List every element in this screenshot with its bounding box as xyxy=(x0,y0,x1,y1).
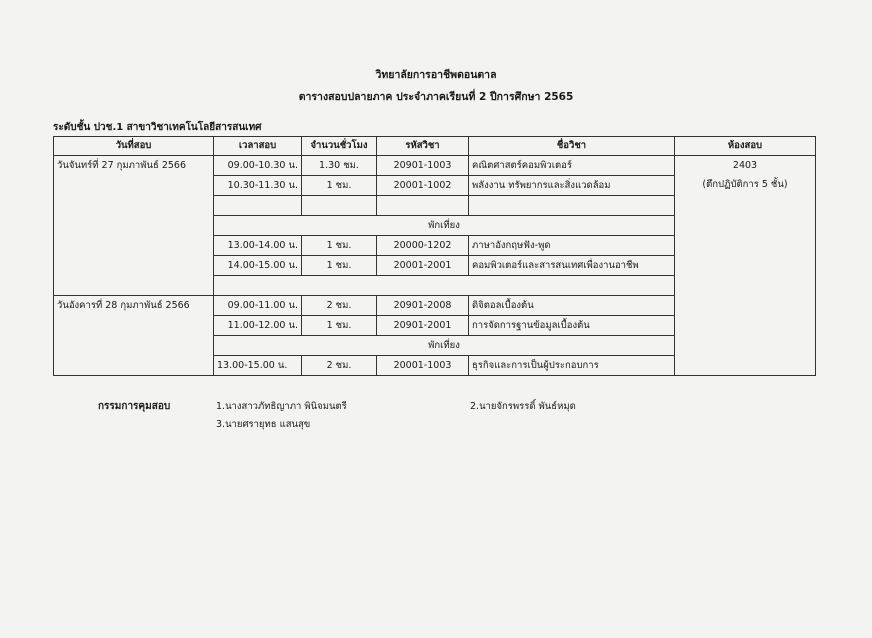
subject-code: 20001-1003 xyxy=(377,356,469,376)
committee-member: 2.นายจักรพรรดิ์ พันธ์หมุด xyxy=(470,401,576,412)
subject-code: 20001-2001 xyxy=(377,256,469,276)
exam-date: วันอังคารที่ 28 กุมภาพันธ์ 2566 xyxy=(54,296,214,376)
exam-hours: 2 ชม. xyxy=(302,296,377,316)
subject-code: 20901-1003 xyxy=(377,156,469,176)
exam-hours: 1 ชม. xyxy=(302,316,377,336)
table-row xyxy=(54,156,816,176)
room-number: 2403 xyxy=(732,160,758,171)
subject-code: 20001-1002 xyxy=(377,176,469,196)
subject-name: ธุรกิจและการเป็นผู้ประกอบการ xyxy=(469,356,675,376)
committee-member: 3.นายศรายุทธ แสนสุข xyxy=(216,419,311,430)
exam-time: 09.00-11.00 น. xyxy=(214,296,302,316)
header-room: ห้องสอบ xyxy=(675,137,816,156)
exam-time: 09.00-10.30 น. xyxy=(214,156,302,176)
header-date: วันที่สอบ xyxy=(54,137,214,156)
exam-hours: 1 ชม. xyxy=(302,236,377,256)
header-hours: จำนวนชั่วโมง xyxy=(302,137,377,156)
subject-name: การจัดการฐานข้อมูลเบื้องต้น xyxy=(469,316,675,336)
room-building: (ตึกปฏิบัติการ 5 ชั้น) xyxy=(702,179,788,190)
exam-date: วันจันทร์ที่ 27 กุมภาพันธ์ 2566 xyxy=(54,156,214,296)
subject-code: 20901-2008 xyxy=(377,296,469,316)
subject-name: คอมพิวเตอร์และสารสนเทศเพื่องานอาชีพ xyxy=(469,256,675,276)
header-time: เวลาสอบ xyxy=(214,137,302,156)
subject-name: พลังงาน ทรัพยากรและสิ่งแวดล้อม xyxy=(469,176,675,196)
exam-hours: 1 ชม. xyxy=(302,176,377,196)
subject-name: ภาษาอังกฤษฟัง-พูด xyxy=(469,236,675,256)
exam-room xyxy=(675,156,816,376)
table-header-row xyxy=(54,137,816,156)
subject-code: 20000-1202 xyxy=(377,236,469,256)
exam-hours: 1.30 ชม. xyxy=(302,156,377,176)
exam-hours: 1 ชม. xyxy=(302,256,377,276)
committee-label: กรรมการคุมสอบ xyxy=(98,401,171,412)
exam-time: 13.00-14.00 น. xyxy=(214,236,302,256)
subject-name: ดิจิตอลเบื้องต้น xyxy=(469,296,675,316)
subject-code: 20901-2001 xyxy=(377,316,469,336)
exam-time: 11.00-12.00 น. xyxy=(214,316,302,336)
exam-time: 10.30-11.30 น. xyxy=(214,176,302,196)
exam-time: 13.00-15.00 น. xyxy=(214,356,302,376)
header-code: รหัสวิชา xyxy=(377,137,469,156)
lunch-break-label: พักเที่ยง xyxy=(214,216,675,236)
subject-name: คณิตศาสตร์คอมพิวเตอร์ xyxy=(469,156,675,176)
document-subtitle: ตารางสอบปลายภาค ประจำภาคเรียนที่ 2 ปีการศึกษา 2565 xyxy=(298,91,574,103)
exam-time: 14.00-15.00 น. xyxy=(214,256,302,276)
lunch-break-label: พักเที่ยง xyxy=(214,336,675,356)
class-level: ระดับชั้น ปวช.1 สาขาวิชาเทคโนโลยีสารสนเทศ xyxy=(53,122,262,133)
header-subject: ชื่อวิชา xyxy=(469,137,675,156)
committee-member: 1.นางสาวภัทธิญาภา พินิจมนตรี xyxy=(216,401,347,412)
college-name: วิทยาลัยการอาชีพดอนตาล xyxy=(375,69,497,81)
exam-hours: 2 ชม. xyxy=(302,356,377,376)
exam-table xyxy=(53,136,816,376)
